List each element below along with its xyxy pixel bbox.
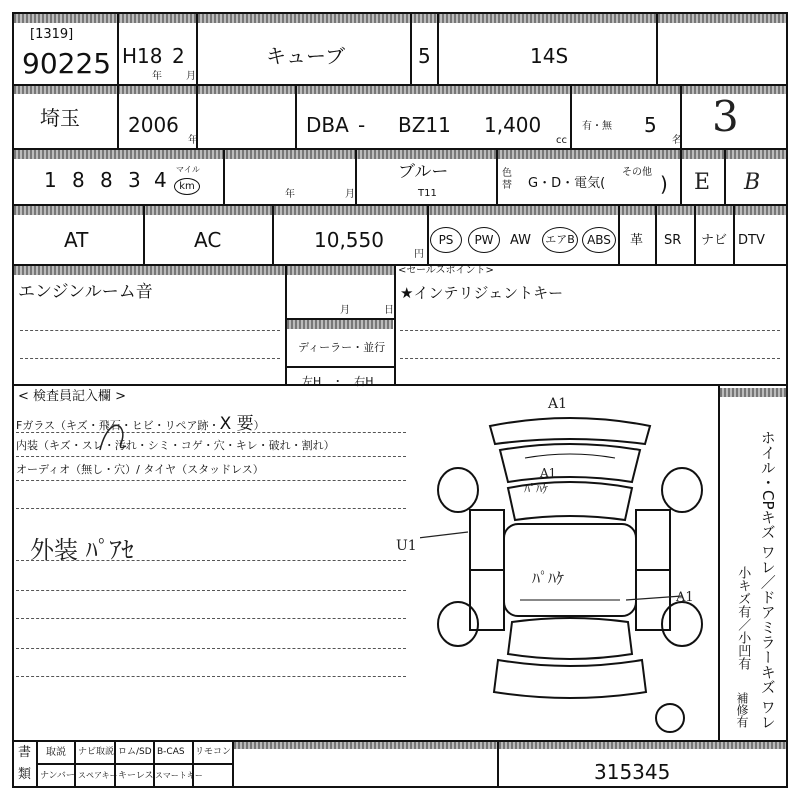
lot-number: 90225	[22, 47, 112, 80]
car-name: キューブ	[266, 44, 345, 68]
diagram-mark-right: A1	[676, 590, 694, 605]
legend-damage: ホイル・CPキズ ワレ／ドアミラーキズ ワレ	[758, 430, 777, 730]
item-rom-sd: ロム/SD	[118, 747, 152, 757]
price-unit: 円	[414, 249, 424, 260]
sales-point-header: <セールスポイント>	[398, 265, 494, 276]
mileage-digit: 4	[154, 168, 167, 192]
inspection-month-unit: 月	[345, 189, 355, 200]
displacement: 1,400	[484, 113, 542, 137]
diagram-mark-roof-a: A1	[540, 466, 557, 480]
option-dtv: DTV	[738, 233, 765, 248]
seating-unit: 名	[672, 135, 682, 146]
item-keyless: キーレス	[118, 771, 154, 781]
lot-code: [1319]	[30, 27, 74, 42]
dealer-label: ディーラー・並行	[298, 341, 386, 354]
model-code-prefix: DBA	[306, 113, 349, 137]
bottom-char-1: 書	[18, 745, 32, 760]
diagram-mark-left: U1	[396, 538, 417, 554]
option-leather: 革	[630, 233, 644, 248]
mileage-unit-mile: マイル	[176, 165, 200, 174]
inspector-header: < 検査員記入欄 >	[18, 389, 127, 404]
model-year: 2006	[128, 113, 179, 137]
registration-month-unit: 月	[340, 305, 350, 316]
price: 10,550	[314, 228, 384, 252]
displacement-unit: cc	[556, 135, 567, 146]
f-glass-mark: X 要	[219, 414, 254, 434]
item-plate: ナンバー	[40, 771, 75, 781]
option-airbag: エアB	[542, 227, 578, 253]
option-navi: ナビ	[701, 233, 728, 248]
mileage-digit: 1	[44, 168, 57, 192]
color-name: ブルー	[398, 162, 449, 182]
handle-label: 左H ・ 右H	[302, 375, 374, 388]
option-abs: ABS	[582, 227, 616, 253]
ac-presence: 有・無	[582, 121, 612, 132]
handwritten-note: 外装 ﾊﾟｱｾ	[30, 536, 134, 564]
model-code-sep: -	[358, 113, 366, 137]
diagram-mark-center: ﾊﾟﾊｹ	[532, 569, 565, 588]
bottom-number: 315345	[594, 760, 671, 784]
diagram-mark-roof-b: ﾊﾟﾊｹ	[524, 482, 549, 496]
color-code: T11	[418, 188, 437, 199]
mileage-digit: 8	[100, 168, 113, 192]
notes-left: エンジンルーム音	[18, 282, 153, 302]
fuel-label: G・D・電気(	[528, 176, 606, 191]
inspection-year-unit: 年	[285, 189, 295, 200]
doors: 5	[418, 44, 431, 68]
bottom-char-2: 類	[18, 767, 32, 782]
option-pw: PW	[468, 227, 500, 253]
model-year-unit: 年	[188, 135, 198, 146]
grade: 14S	[530, 44, 569, 68]
f-glass-line	[16, 416, 265, 433]
score: 3	[712, 92, 739, 141]
item-smart-key: スマートキー	[155, 771, 203, 780]
mileage-digit: 8	[72, 168, 85, 192]
diagram-mark-top: A1	[548, 396, 568, 412]
month-unit: 月	[186, 71, 196, 82]
aircon: AC	[194, 228, 222, 252]
item-manual: 取説	[46, 747, 66, 758]
exterior-grade: B	[744, 170, 761, 195]
option-aw: AW	[510, 233, 532, 248]
f-glass-close: ）	[253, 419, 265, 432]
legend-small: 小キズ有／小凹有	[735, 566, 751, 670]
audio-line: オーディオ（無し・穴）/ タイヤ（スタッドレス）	[16, 463, 264, 476]
mileage-digit: 3	[128, 168, 141, 192]
fuel-close: )	[660, 172, 668, 196]
fuel-other: その他	[622, 167, 652, 178]
color-change: 色替	[502, 168, 512, 191]
registration-day-unit: 日	[384, 305, 394, 316]
model-code: BZ11	[398, 113, 451, 137]
transmission: AT	[64, 228, 89, 252]
option-ps: PS	[430, 227, 462, 253]
item-navi-manual: ナビ取説	[78, 747, 115, 757]
item-spare-key: スペアキー	[78, 771, 118, 780]
year-month: 2	[172, 44, 185, 68]
year-era: H18	[122, 44, 163, 68]
item-remote: リモコン	[195, 747, 232, 757]
year-unit: 年	[152, 71, 162, 82]
mileage-unit-km: km	[174, 178, 200, 195]
option-sunroof: SR	[664, 233, 682, 248]
seating: 5	[644, 113, 657, 137]
sales-point: ★インテリジェントキー	[400, 284, 564, 302]
scribble-mark	[96, 416, 136, 456]
f-glass-text: Fガラス（キズ・飛石・ヒビ・リペア跡・	[16, 419, 220, 432]
legend-repair: 補修有	[735, 692, 749, 728]
item-bcas: B-CAS	[157, 747, 185, 757]
car-diagram	[420, 392, 716, 738]
interior-grade: E	[694, 170, 711, 195]
region: 埼玉	[40, 106, 80, 130]
interior-line: 内装（キズ・スレ・汚れ・シミ・コゲ・穴・キレ・破れ・割れ）	[16, 439, 335, 452]
